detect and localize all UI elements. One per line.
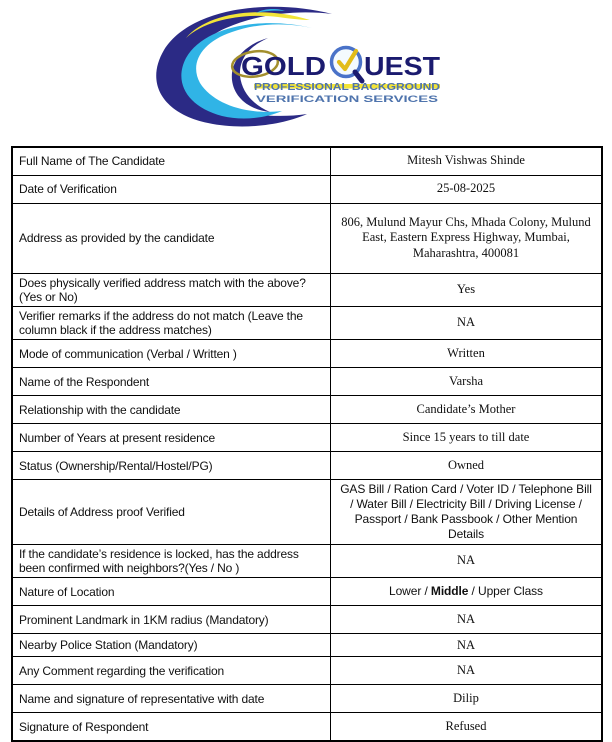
field-label-cell: Status (Ownership/Rental/Hostel/PG) bbox=[12, 452, 331, 480]
form-row bbox=[12, 396, 602, 424]
form-row bbox=[12, 147, 602, 175]
verification-form-table bbox=[11, 146, 603, 742]
field-value-cell: Candidate’s Mother bbox=[331, 396, 603, 424]
value-part: Lower / bbox=[389, 584, 431, 599]
form-row bbox=[12, 203, 602, 273]
brand-text-gold: GOLD bbox=[241, 51, 326, 81]
field-value-cell: Since 15 years to till date bbox=[331, 424, 603, 452]
field-value-cell: 25-08-2025 bbox=[331, 175, 603, 203]
form-row bbox=[12, 578, 602, 606]
form-row bbox=[12, 306, 602, 339]
field-label-cell: Address as provided by the candidate bbox=[12, 203, 331, 273]
field-label-cell: Nature of Location bbox=[12, 578, 331, 606]
form-row bbox=[12, 713, 602, 741]
field-label-cell: Full Name of The Candidate bbox=[12, 147, 331, 175]
field-label-cell: Any Comment regarding the verification bbox=[12, 657, 331, 685]
value-part-bold: Middle bbox=[430, 584, 469, 599]
tagline-line1: PROFESSIONAL BACKGROUND bbox=[254, 81, 441, 93]
field-value-cell: NA bbox=[331, 306, 603, 339]
field-label-cell: If the candidate’s residence is locked, has the address been confirmed with neighbors?(Yes / No ) bbox=[12, 545, 331, 578]
field-value-cell bbox=[331, 578, 603, 606]
field-value-cell: 806, Mulund Mayur Chs, Mhada Colony, Mulund East, Eastern Express Highway, Mumbai, Maharashtra, 400081 bbox=[331, 203, 603, 273]
field-value-cell: Refused bbox=[331, 713, 603, 741]
form-row bbox=[12, 273, 602, 306]
tagline-line2: VERIFICATION SERVICES bbox=[256, 94, 438, 105]
logo-header bbox=[0, 0, 612, 126]
field-value-cell: Yes bbox=[331, 273, 603, 306]
field-label-cell: Details of Address proof Verified bbox=[12, 480, 331, 545]
logo-q-icon bbox=[332, 48, 363, 82]
form-row bbox=[12, 175, 602, 203]
form-row bbox=[12, 424, 602, 452]
field-label-cell: Prominent Landmark in 1KM radius (Mandatory) bbox=[12, 606, 331, 634]
value-part: / Upper Class bbox=[468, 584, 543, 599]
field-label-cell: Date of Verification bbox=[12, 175, 331, 203]
field-label-cell: Nearby Police Station (Mandatory) bbox=[12, 634, 331, 657]
goldquest-logo bbox=[150, 4, 450, 128]
field-value-cell: NA bbox=[331, 545, 603, 578]
form-row bbox=[12, 452, 602, 480]
form-row bbox=[12, 368, 602, 396]
field-value-cell: Dilip bbox=[331, 685, 603, 713]
field-label-cell: Signature of Respondent bbox=[12, 713, 331, 741]
form-row bbox=[12, 340, 602, 368]
field-value-cell: Varsha bbox=[331, 368, 603, 396]
form-row bbox=[12, 606, 602, 634]
field-value-cell: Owned bbox=[331, 452, 603, 480]
form-row bbox=[12, 634, 602, 657]
field-value-cell: Written bbox=[331, 340, 603, 368]
form-row bbox=[12, 657, 602, 685]
form-row bbox=[12, 685, 602, 713]
form-row bbox=[12, 480, 602, 545]
field-value-cell: NA bbox=[331, 657, 603, 685]
field-label-cell: Number of Years at present residence bbox=[12, 424, 331, 452]
field-label-cell: Name of the Respondent bbox=[12, 368, 331, 396]
brand-text-uest: UEST bbox=[364, 51, 441, 81]
field-value-cell: Mitesh Vishwas Shinde bbox=[331, 147, 603, 175]
field-value-cell: GAS Bill / Ration Card / Voter ID / Telephone Bill / Water Bill / Electricity Bill / Driving License / Passport / Bank Passbook / Other Mention Details bbox=[331, 480, 603, 545]
form-row bbox=[12, 545, 602, 578]
field-label-cell: Name and signature of representative with date bbox=[12, 685, 331, 713]
field-label-cell: Verifier remarks if the address do not match (Leave the column black if the address matches) bbox=[12, 306, 331, 339]
field-label-cell: Does physically verified address match with the above? (Yes or No) bbox=[12, 273, 331, 306]
field-label-cell: Relationship with the candidate bbox=[12, 396, 331, 424]
field-value-cell: NA bbox=[331, 606, 603, 634]
field-label-cell: Mode of communication (Verbal / Written ) bbox=[12, 340, 331, 368]
field-value-cell: NA bbox=[331, 634, 603, 657]
